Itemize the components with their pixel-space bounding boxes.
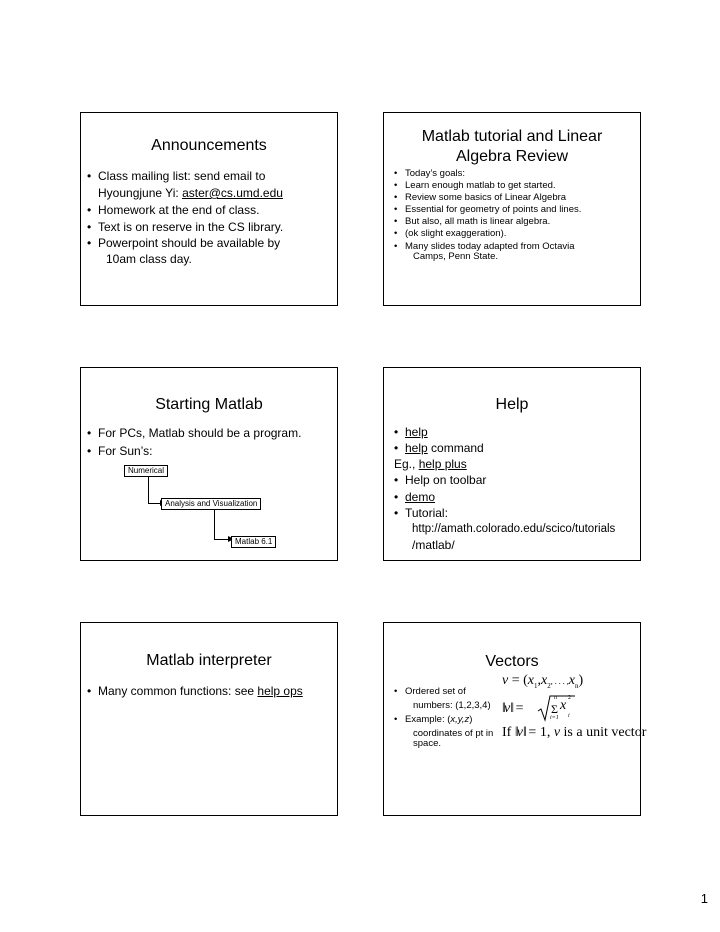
bullet-ordered-set: • Ordered set of [394,686,466,697]
example-line: Eg., help plus [394,457,467,471]
list-item: • Essential for geometry of points and lines. [394,204,582,215]
list-item: • Today’s goals: [394,168,466,179]
sum-lower: i=1 [550,715,559,721]
bullet-suns: • For Sun’s: [87,444,153,458]
slide-title: Announcements [151,137,267,154]
folder-numerical[interactable]: Numerical [124,465,168,477]
sum-x: x [560,698,567,713]
sum-symbol: Σ [551,702,558,716]
program-matlab-6-1[interactable]: Matlab 6.1 [231,536,276,548]
bullet-demo: • demo [394,490,436,504]
bullet-toolbar: • Help on toolbar [394,473,487,487]
list-item: • (ok slight exaggeration). [394,228,507,239]
sum-power: 2 [568,695,571,701]
unit-vector-statement: If ‖v‖ = 1, v is a unit vector [502,725,647,740]
bullet-text-reserve: • Text is on reserve in the CS library. [87,220,284,234]
bullet-contact: Hyoungjune Yi: aster@cs.umd.edu [98,186,283,200]
bullet-pcs: • For PCs, Matlab should be a program. [87,426,302,440]
bullet-mailing-list: • Class mailing list: send email to [87,169,266,183]
slide-starting-matlab [80,367,338,561]
demo-link[interactable]: demo [405,490,436,504]
slide-title: Matlab interpreter [146,652,272,669]
slide-vectors [383,622,647,816]
list-item-cont: Camps, Penn State. [413,251,499,262]
slide-matlab-interpreter [80,622,338,816]
slide-title-line1: Matlab tutorial and Linear [421,128,603,145]
norm-equation: ‖v‖ = [502,701,524,716]
tree-connector [214,510,229,540]
bullet-powerpoint-cont: 10am class day. [106,252,192,266]
help-plus-link[interactable]: help plus [418,457,467,471]
sum-upper: n [554,695,557,701]
slide-matlab-tutorial [383,112,641,306]
slide-title-line2: Algebra Review [455,148,569,165]
bullet-help: • help [394,425,428,439]
slide-announcements [80,112,338,306]
list-item: • But also, all math is linear algebra. [394,216,551,227]
page-number: 1 [700,891,708,906]
bullet-powerpoint: • Powerpoint should be available by [87,236,281,250]
bullet-tutorial: • Tutorial: [394,506,448,520]
slide-title: Starting Matlab [155,396,263,413]
bullet-ordered-set-cont: numbers: (1,2,3,4) [413,700,491,711]
bullet-example-cont2: space. [413,738,441,749]
list-item: • Learn enough matlab to get started. [394,180,556,191]
help-ops-link[interactable]: help ops [257,684,303,698]
list-item: • Review some basics of Linear Algebra [394,192,567,203]
bullet-example-cont: coordinates of pt in [413,728,494,739]
slide-title: Vectors [485,653,539,670]
folder-analysis-visualization[interactable]: Analysis and Visualization [161,498,261,510]
vector-equation: $v = (x_1,x_2$, . . . $,x_n$) [502,673,584,690]
slide-title: Help [495,396,529,413]
bullet-homework: • Homework at the end of class. [87,203,260,217]
list-item: • Many slides today adapted from Octavia [394,241,575,252]
sum-sub-i: i [568,713,570,719]
help-link[interactable]: help [405,425,428,439]
slide-help [383,367,641,561]
bullet-example: • Example: (x,y,z) [394,714,473,725]
tutorial-url-line1: http://amath.colorado.edu/scico/tutorials [412,523,616,535]
help-command-link[interactable]: help [405,441,428,455]
tutorial-url-line2: /matlab/ [412,538,455,552]
bullet-help-command: • help command [394,441,484,455]
email-link[interactable]: aster@cs.umd.edu [182,186,283,200]
bullet-common-functions: • Many common functions: see help ops [87,684,303,698]
